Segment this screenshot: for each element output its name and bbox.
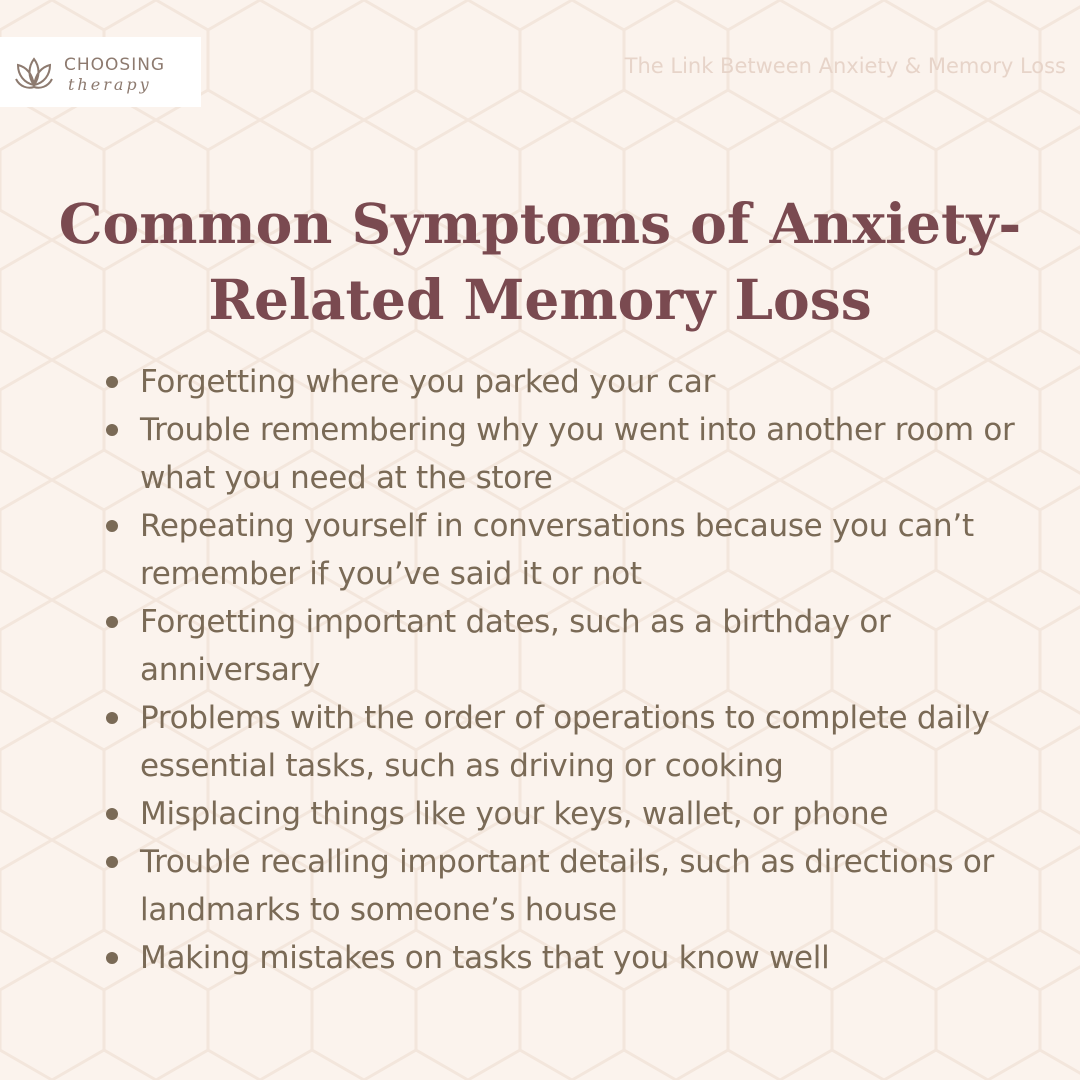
symptom-list [104, 358, 1034, 982]
list-item-text: Forgetting where you parked your car [140, 364, 716, 400]
lotus-icon [10, 53, 58, 93]
logo-wordmark: CHOOSING [64, 55, 166, 75]
bullet-dot [106, 376, 118, 388]
list-item-text: Trouble recalling important details, such as directions or landmarks to someone’s house [140, 844, 994, 928]
logo-script-text: therapy [68, 75, 152, 94]
list-item [104, 406, 1034, 502]
bullet-dot [106, 856, 118, 868]
bullet-dot [106, 616, 118, 628]
bullet-dot [106, 712, 118, 724]
page-title: Common Symptoms of Anxiety-Related Memory Loss [58, 191, 1022, 332]
bullet-dot [106, 520, 118, 532]
bullet-dot [106, 952, 118, 964]
list-item-text: Problems with the order of operations to complete daily essential tasks, such as driving or cooking [140, 700, 990, 784]
choosing-therapy-logo[interactable] [0, 37, 201, 107]
list-item-text: Trouble remembering why you went into another room or what you need at the store [140, 412, 1015, 496]
list-item [104, 838, 1034, 934]
list-item [104, 502, 1034, 598]
list-item [104, 790, 1034, 838]
list-item [104, 934, 1034, 982]
list-item-text: Misplacing things like your keys, wallet, or phone [140, 796, 889, 832]
list-item [104, 598, 1034, 694]
list-item-text: Repeating yourself in conversations because you can’t remember if you’ve said it or not [140, 508, 974, 592]
bullet-dot [106, 808, 118, 820]
list-item-text: Making mistakes on tasks that you know well [140, 940, 830, 976]
list-item [104, 358, 1034, 406]
list-item-text: Forgetting important dates, such as a birthday or anniversary [140, 604, 891, 688]
article-title: The Link Between Anxiety & Memory Loss [624, 54, 1066, 78]
list-item [104, 694, 1034, 790]
bullet-dot [106, 424, 118, 436]
